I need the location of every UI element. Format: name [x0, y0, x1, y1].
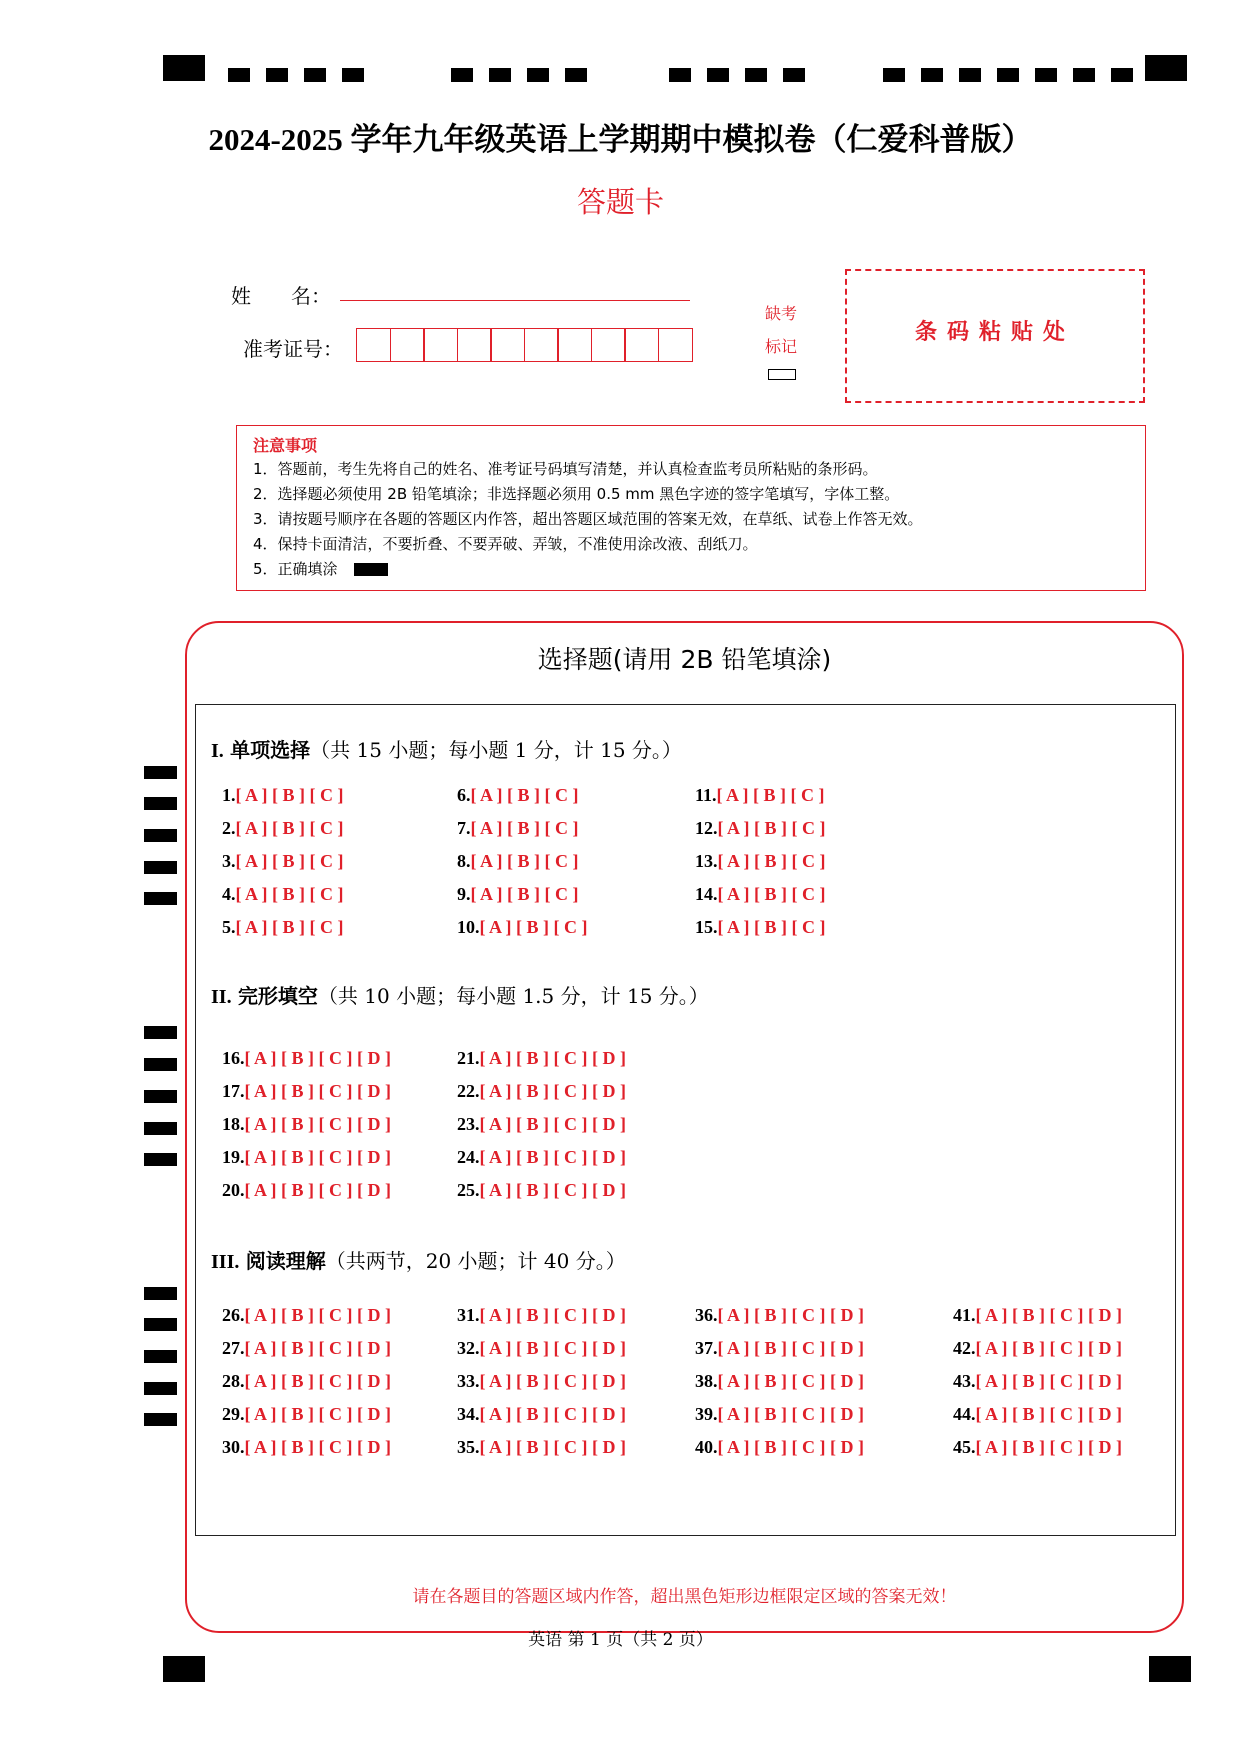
timing-mark [144, 1122, 177, 1135]
notice-item: 4．保持卡面清洁，不要折叠、不要弄破、弄皱，不准使用涂改液、刮纸刀。 [253, 535, 758, 553]
question-item[interactable]: 14.[ A ] [ B ] [ C ] [695, 884, 826, 904]
page-subtitle: 答题卡 [576, 185, 664, 219]
timing-mark [163, 55, 205, 81]
question-item[interactable]: 21.[ A ] [ B ] [ C ] [ D ] [457, 1048, 626, 1068]
question-item[interactable]: 18.[ A ] [ B ] [ C ] [ D ] [222, 1114, 391, 1134]
timing-mark [144, 1153, 177, 1166]
timing-mark [144, 829, 177, 842]
question-item[interactable]: 17.[ A ] [ B ] [ C ] [ D ] [222, 1081, 391, 1101]
question-item[interactable]: 26.[ A ] [ B ] [ C ] [ D ] [222, 1305, 391, 1325]
timing-mark [144, 892, 177, 905]
barcode-label: 条码粘贴处 [914, 319, 1075, 345]
question-item[interactable]: 15.[ A ] [ B ] [ C ] [695, 917, 826, 937]
timing-mark [144, 1350, 177, 1363]
question-item[interactable]: 37.[ A ] [ B ] [ C ] [ D ] [695, 1338, 864, 1358]
barcode-area [845, 269, 1145, 403]
question-item[interactable]: 29.[ A ] [ B ] [ C ] [ D ] [222, 1404, 391, 1424]
mc-header: 选择题(请用 2B 铅笔填涂) [537, 645, 832, 674]
question-item[interactable]: 23.[ A ] [ B ] [ C ] [ D ] [457, 1114, 626, 1134]
notice-title: 注意事项 [253, 436, 318, 455]
question-item[interactable]: 25.[ A ] [ B ] [ C ] [ D ] [457, 1180, 626, 1200]
page-title: 2024-2025 学年九年级英语上学期期中模拟卷（仁爱科普版） [208, 122, 1033, 157]
absent-label: 缺考 [765, 304, 798, 323]
timing-mark [1149, 1656, 1191, 1682]
timing-mark [144, 1026, 177, 1039]
question-item[interactable]: 40.[ A ] [ B ] [ C ] [ D ] [695, 1437, 864, 1457]
question-item[interactable]: 11.[ A ] [ B ] [ C ] [695, 785, 825, 805]
question-item[interactable]: 4.[ A ] [ B ] [ C ] [222, 884, 344, 904]
section-title: I. 单项选择（共 15 小题；每小题 1 分，计 15 分。） [211, 738, 682, 762]
notice-box [236, 425, 1146, 591]
exam-id-label: 准考证号： [243, 337, 343, 361]
section-title: II. 完形填空（共 10 小题；每小题 1.5 分，计 15 分。） [211, 984, 709, 1008]
question-item[interactable]: 34.[ A ] [ B ] [ C ] [ D ] [457, 1404, 626, 1424]
question-item[interactable]: 39.[ A ] [ B ] [ C ] [ D ] [695, 1404, 864, 1424]
question-item[interactable]: 31.[ A ] [ B ] [ C ] [ D ] [457, 1305, 626, 1325]
question-item[interactable]: 28.[ A ] [ B ] [ C ] [ D ] [222, 1371, 391, 1391]
question-item[interactable]: 7.[ A ] [ B ] [ C ] [457, 818, 579, 838]
question-item[interactable]: 33.[ A ] [ B ] [ C ] [ D ] [457, 1371, 626, 1391]
question-item[interactable]: 10.[ A ] [ B ] [ C ] [457, 917, 588, 937]
timing-mark [144, 1090, 177, 1103]
notice-item: 1．答题前，考生先将自己的姓名、准考证号码填写清楚，并认真检查监考员所粘贴的条形码。 [253, 460, 878, 478]
section-title: III. 阅读理解（共两节，20 小题；计 40 分。） [211, 1249, 626, 1273]
timing-mark [1145, 55, 1187, 81]
question-item[interactable]: 24.[ A ] [ B ] [ C ] [ D ] [457, 1147, 626, 1167]
question-item[interactable]: 38.[ A ] [ B ] [ C ] [ D ] [695, 1371, 864, 1391]
timing-mark [163, 1656, 205, 1682]
question-item[interactable]: 44.[ A ] [ B ] [ C ] [ D ] [953, 1404, 1122, 1424]
question-item[interactable]: 42.[ A ] [ B ] [ C ] [ D ] [953, 1338, 1122, 1358]
notice-item: 5．正确填涂 [253, 560, 338, 578]
timing-mark [144, 1382, 177, 1395]
question-item[interactable]: 20.[ A ] [ B ] [ C ] [ D ] [222, 1180, 391, 1200]
name-field[interactable] [340, 300, 690, 301]
exam-id-field[interactable] [356, 328, 691, 362]
question-item[interactable]: 35.[ A ] [ B ] [ C ] [ D ] [457, 1437, 626, 1457]
absent-mark-box[interactable] [768, 369, 796, 380]
question-item[interactable]: 1.[ A ] [ B ] [ C ] [222, 785, 344, 805]
question-item[interactable]: 16.[ A ] [ B ] [ C ] [ D ] [222, 1048, 391, 1068]
question-item[interactable]: 3.[ A ] [ B ] [ C ] [222, 851, 344, 871]
timing-mark [144, 1058, 177, 1071]
fill-sample [354, 563, 388, 576]
timing-mark [144, 797, 177, 810]
timing-mark [144, 1287, 177, 1300]
timing-mark [144, 861, 177, 874]
footer-warning: 请在各题目的答题区域内作答，超出黑色矩形边框限定区域的答案无效！ [412, 1587, 957, 1607]
question-item[interactable]: 8.[ A ] [ B ] [ C ] [457, 851, 579, 871]
question-item[interactable]: 36.[ A ] [ B ] [ C ] [ D ] [695, 1305, 864, 1325]
question-item[interactable]: 9.[ A ] [ B ] [ C ] [457, 884, 579, 904]
question-item[interactable]: 22.[ A ] [ B ] [ C ] [ D ] [457, 1081, 626, 1101]
question-item[interactable]: 12.[ A ] [ B ] [ C ] [695, 818, 826, 838]
absent-label: 标记 [765, 337, 798, 356]
timing-mark [144, 1413, 177, 1426]
question-item[interactable]: 13.[ A ] [ B ] [ C ] [695, 851, 826, 871]
timing-mark [144, 766, 177, 779]
question-item[interactable]: 27.[ A ] [ B ] [ C ] [ D ] [222, 1338, 391, 1358]
question-item[interactable]: 2.[ A ] [ B ] [ C ] [222, 818, 344, 838]
page-number: 英语 第 1 页（共 2 页） [528, 1630, 713, 1650]
question-item[interactable]: 45.[ A ] [ B ] [ C ] [ D ] [953, 1437, 1122, 1457]
name-label: 姓 名： [231, 284, 331, 308]
question-item[interactable]: 6.[ A ] [ B ] [ C ] [457, 785, 579, 805]
question-item[interactable]: 43.[ A ] [ B ] [ C ] [ D ] [953, 1371, 1122, 1391]
question-item[interactable]: 32.[ A ] [ B ] [ C ] [ D ] [457, 1338, 626, 1358]
question-item[interactable]: 30.[ A ] [ B ] [ C ] [ D ] [222, 1437, 391, 1457]
question-item[interactable]: 19.[ A ] [ B ] [ C ] [ D ] [222, 1147, 391, 1167]
question-item[interactable]: 5.[ A ] [ B ] [ C ] [222, 917, 344, 937]
notice-item: 2．选择题必须使用 2B 铅笔填涂；非选择题必须用 0.5 mm 黑色字迹的签字笔填写，字体工整。 [253, 485, 900, 503]
timing-mark [144, 1318, 177, 1331]
notice-item: 3．请按题号顺序在各题的答题区内作答，超出答题区域范围的答案无效，在草纸、试卷上作答无效。 [253, 510, 923, 528]
question-item[interactable]: 41.[ A ] [ B ] [ C ] [ D ] [953, 1305, 1122, 1325]
